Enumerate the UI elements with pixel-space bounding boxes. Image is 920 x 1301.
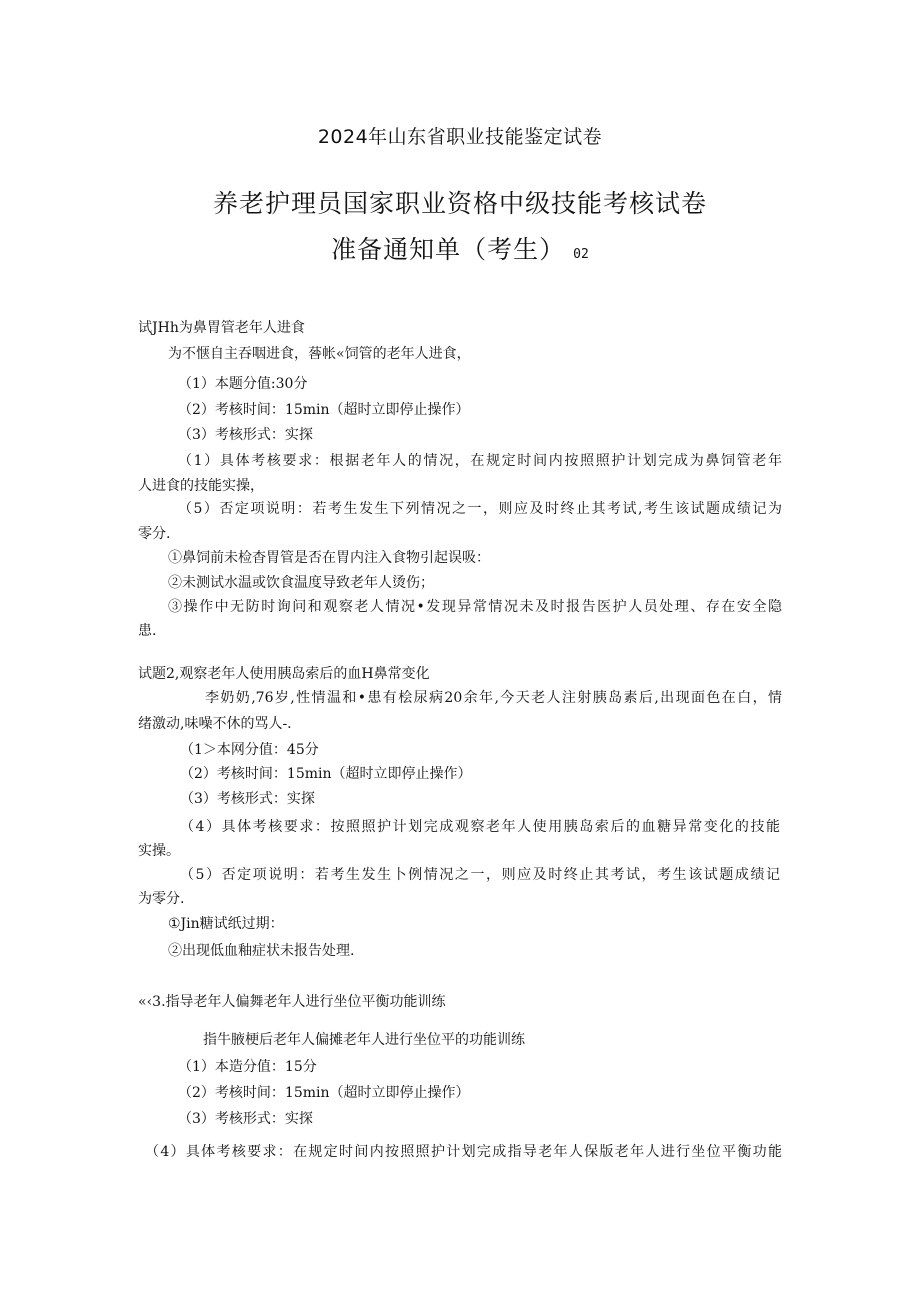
section1-item5-line2: 零分. [138, 526, 171, 542]
section2-title: 试题2,观察老年人使用胰岛索后的血H鼻常变化 [138, 666, 430, 682]
section2-negative1: ①Jin糖试纸过期： [168, 916, 284, 932]
section3-scenario: 指牛腋梗后老年人偏摊老年人进行坐位平的功能训练 [203, 1032, 525, 1048]
exam-title: 2024年山东省职业技能鉴定试卷 [317, 126, 603, 148]
section1-item1: （1）本题分值:30分 [178, 376, 308, 392]
section2-item5-line1: （5）否定项说明：若考生发生卜例情况之一，则应及时终止其考试，考生该试题成绩记 [180, 867, 780, 883]
notice-title [0, 230, 920, 266]
section3-title: «‹3.指导老年人偏舞老年人进行坐位平衡功能训练 [138, 994, 446, 1010]
section1-title: 试JHh为鼻胃管老年人进食 [138, 320, 305, 336]
section1-item4-line2: 人进食的技能实操， [138, 478, 264, 494]
section2-negative2: ②出现低血釉症状未报告处理. [168, 943, 355, 959]
section1-item3: （3）考核形式：实探 [178, 427, 313, 443]
section1-scenario: 为不惬自主吞咽进食，䓘帐«饲管的老年人进食， [168, 346, 471, 362]
section3-item3: （3）考核形式：实探 [178, 1111, 313, 1127]
section3-item4-line1: （4）具体考核要求：在规定时间内按照照护计划完成指导老年人保版老年人进行坐位平衡功能 [145, 1144, 782, 1160]
section1-negative3-line2: 患. [138, 623, 157, 639]
section1-item2: （2）考核时间：15min（超时立即停止操作） [178, 402, 470, 418]
main-title: 养老护理员国家职业资格中级技能考核试卷 [212, 189, 707, 218]
notice-suffix: 02 [573, 247, 589, 262]
section2-item4-line2: 实操。 [138, 843, 180, 859]
section3-item1: （1）本造分值：15分 [178, 1059, 317, 1075]
section2-item3: （3）考核形式：实探 [180, 791, 315, 807]
notice-title-text: 准备通知单（考生） [331, 235, 566, 264]
section2-item2: （2）考核时间：15min（超时立即停止操作） [180, 766, 472, 782]
section1-negative1: ①鼻饲前未检杳胃管是否在胃内注入食物引起误吸： [168, 550, 490, 566]
section1-item4-line1: （1）具体考核要求：根据老年人的情况，在规定时间内按照照护计划完成为鼻饲管老年 [178, 453, 782, 469]
section1-item5-line1: （5）否定项说明：若考生发生下列情况之一，则应及时终止其考试,考生该试题成绩记为 [178, 501, 782, 517]
section2-item4-line1: （4）具体考核要求：按照照护计划完成观察老年人使用胰岛索后的血糖异常变化的技能 [180, 819, 780, 835]
section1-negative2: ②未测试水温或饮食温度导致老年人烫伤； [168, 575, 434, 591]
section2-scenario-line2: 绪激动,味噪不休的骂人-. [138, 716, 292, 732]
section2-item1: （1＞本网分值：45分 [180, 742, 319, 758]
section1-negative3-line1: ③操作中无防时询问和观察老人情况•发现异常情况未及时报告医护人员处理、存在安全隐 [168, 599, 782, 615]
section2-scenario-line1: 李奶奶,76岁,性情温和•患有桧尿病20余年,今天老人注射胰岛素后,出现面色在白，情 [205, 690, 782, 706]
section2-item5-line2: 为零分. [138, 891, 185, 907]
section3-item2: （2）考核时间：15min（超时立即停止操作） [178, 1085, 470, 1101]
